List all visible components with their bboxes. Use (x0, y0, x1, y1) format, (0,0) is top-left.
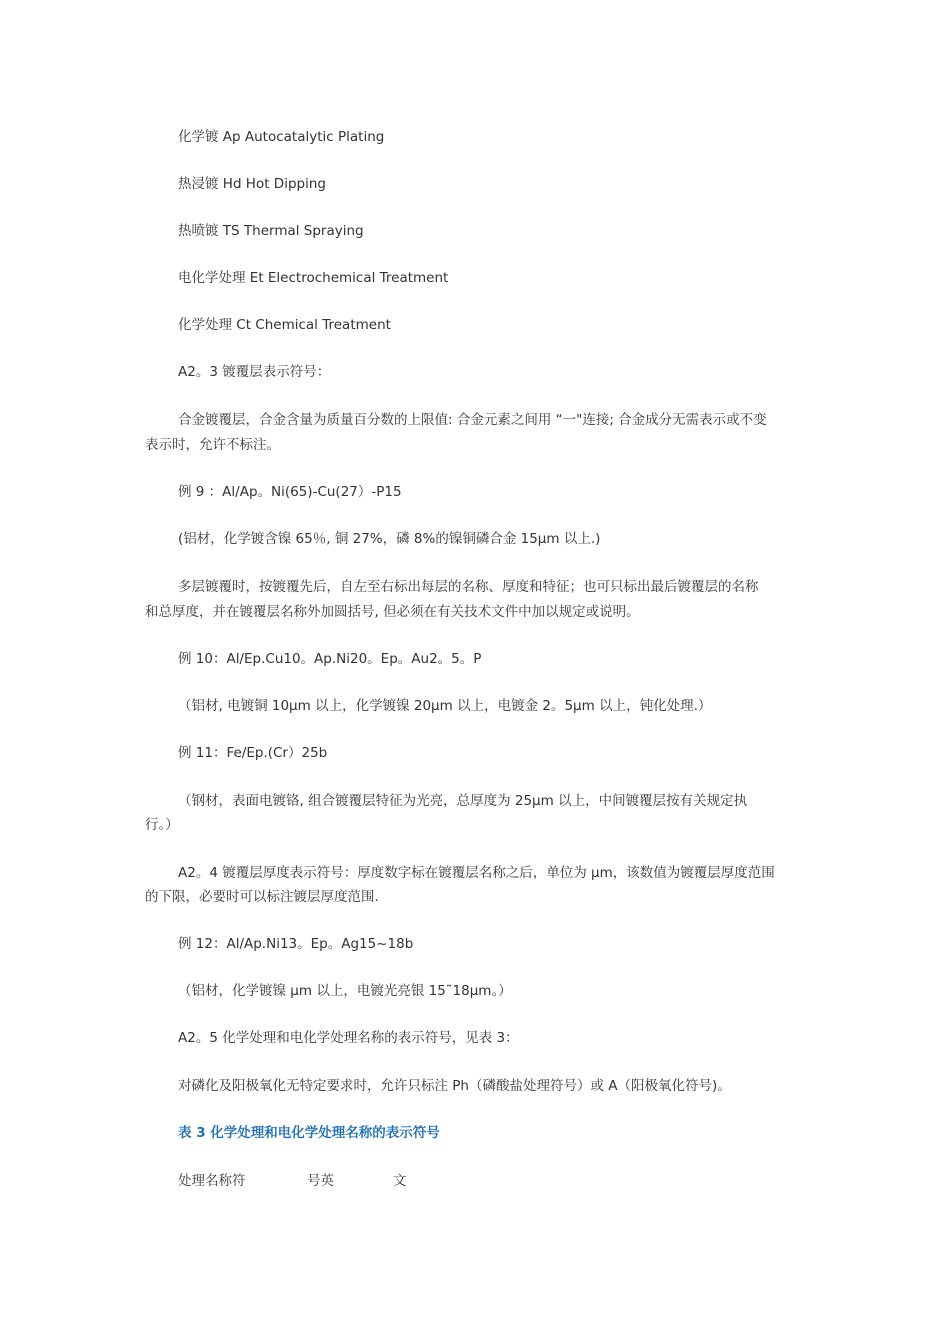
paragraph-alloy-line-2: 表示时，允许不标注。 (145, 437, 280, 453)
example-10-note: （铝材, 电镀铜 10μm 以上，化学镀镍 20μm 以上，电镀金 2。5μm 以上，钝化处理.） (178, 698, 712, 714)
example-11: 例 11：Fe/Ep.(Cr）25b (178, 745, 328, 761)
section-a2-4-line-1: A2。4 镀覆层厚度表示符号：厚度数字标在镀覆层名称之后，单位为 μm，该数值为镀覆层厚度范围 (178, 865, 775, 881)
example-9: 例 9 ：Al/Ap。Ni(65)-Cu(27）-P15 (178, 484, 402, 500)
paragraph-phosphating-anodizing: 对磷化及阳极氧化无特定要求时，允许只标注 Ph（磷酸盐处理符号）或 A（阳极氧化符号)。 (178, 1078, 731, 1094)
example-11-note-line-1: （钢材，表面电镀铬, 组合镀覆层特征为光亮，总厚度为 25μm 以上，中间镀覆层按有关规定执 (178, 793, 748, 809)
table-3-title: 表 3 化学处理和电化学处理名称的表示符号 (178, 1125, 440, 1141)
section-a2-5-title: A2。5 化学处理和电化学处理名称的表示符号，见表 3： (178, 1030, 519, 1046)
text-line-autocatalytic-plating: 化学镀 Ap Autocatalytic Plating (178, 129, 385, 145)
table-header-english: 文 (393, 1173, 407, 1189)
paragraph-alloy-line-1: 合金镀覆层，合金含量为质量百分数的上限值: 合金元素之间用 “一"连接; 合金成分无需表示或不变 (178, 412, 767, 428)
text-line-hot-dipping: 热浸镀 Hd Hot Dipping (178, 176, 326, 192)
text-line-thermal-spraying: 热喷镀 TS Thermal Spraying (178, 223, 364, 239)
paragraph-multilayer-line-1: 多层镀覆时，按镀覆先后，自左至右标出每层的名称、厚度和特征；也可只标出最后镀覆层的名称 (178, 579, 759, 595)
section-a2-3-title: A2。3 镀覆层表示符号： (178, 364, 331, 380)
text-line-electrochemical-treatment: 电化学处理 Et Electrochemical Treatment (178, 270, 449, 286)
example-12: 例 12：Al/Ap.Ni13。Ep。Ag15~18b (178, 936, 414, 952)
table-header-name: 处理名称符 (178, 1173, 246, 1189)
section-a2-4-line-2: 的下限，必要时可以标注镀层厚度范围. (145, 889, 379, 905)
example-10: 例 10：Al/Ep.Cu10。Ap.Ni20。Ep。Au2。5。P (178, 651, 482, 667)
table-header-symbol: 号英 (307, 1173, 334, 1189)
example-12-note: （铝材，化学镀镍 μm 以上，电镀光亮银 15˜18μm。） (178, 983, 512, 999)
example-9-note: (铝材，化学镀含镍 65％, 铜 27%，磷 8%的镍铜磷合金 15μm 以上.) (178, 531, 601, 547)
text-line-chemical-treatment: 化学处理 Ct Chemical Treatment (178, 317, 391, 333)
paragraph-multilayer-line-2: 和总厚度，并在镀覆层名称外加圆括号, 但必须在有关技术文件中加以规定或说明。 (145, 604, 640, 620)
example-11-note-line-2: 行。） (145, 817, 179, 833)
